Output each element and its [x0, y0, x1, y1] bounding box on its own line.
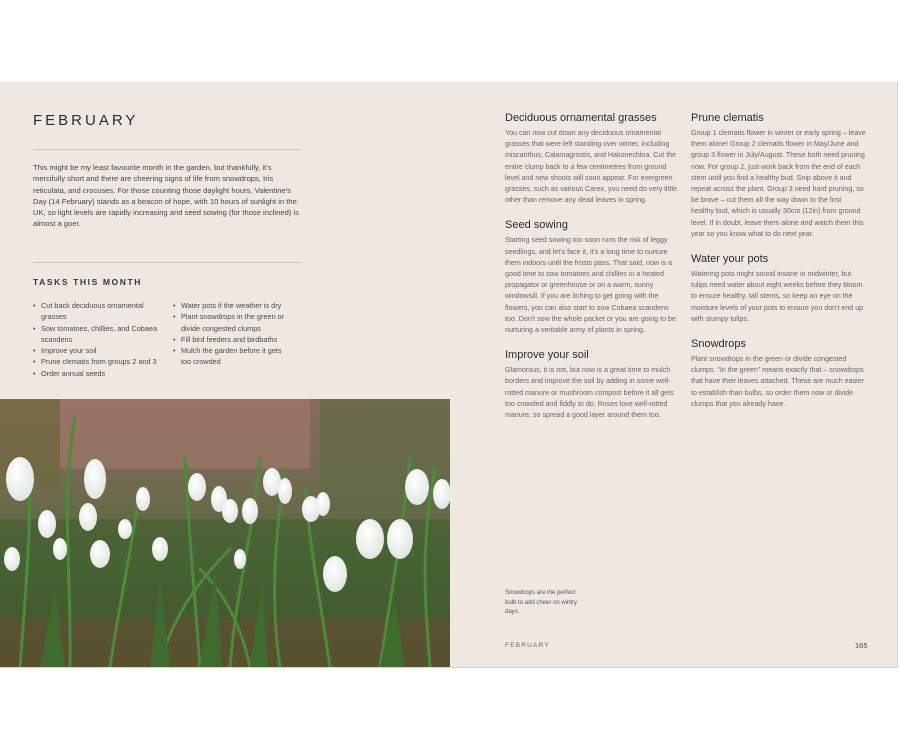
section-body: You can now cut down any deciduous ornamental grasses that were left standing over winter, including miscanthus, Calamagrostis, and Hakonechloa. Cut the entire clump back to a few centimetres from ground level and new shoots will soon appear. For evergreen grasses, such as various Carex, you need do very little other than remove any dead leaves in spring. [505, 129, 677, 205]
divider [33, 262, 301, 263]
column-middle [505, 112, 680, 434]
task-item: • Cut back deciduous ornamental grasses [33, 300, 158, 323]
section-body: Group 1 clematis flower in winter or early spring – leave them alone! Group 2 clematis flower in May/June and group 3 flower in July/August. These both need pruning now. For group 2, just work back from the end of each stem until you find a healthy bud. Snip above it and repeat across the plant. Group 3 need hard pruning, so be brave – cut them all the way down to the first healthy bud, which is usually 30cm (12in) from ground level. If in doubt, leave them alone and watch them this year so you know what to do next year. [691, 129, 866, 238]
task-item: • Mulch the garden before it gets too crowded [173, 345, 288, 368]
tasks-heading: TASKS THIS MONTH [33, 277, 143, 287]
task-item: • Sow tomatoes, chillies, and Cobaea scandens [33, 323, 158, 346]
book-spread [0, 82, 898, 668]
section-title: Prune clematis [691, 112, 764, 124]
section-improve-soil [505, 349, 680, 421]
section-title: Deciduous ornamental grasses [505, 112, 657, 124]
task-item: • Order annual seeds [33, 368, 158, 379]
page-number: 165 [855, 641, 868, 650]
task-list-right [173, 300, 288, 368]
column-right [691, 112, 866, 423]
section-title: Improve your soil [505, 349, 589, 362]
section-snowdrops [691, 338, 866, 410]
section-title: Snowdrops [691, 338, 747, 351]
task-item: • Plant snowdrops in the green or divide congested clumps [173, 311, 288, 334]
running-footer: FEBRUARY [505, 642, 550, 649]
section-body: Plant snowdrops in the green or divide congested clumps. "In the green" means exactly that – snowdrops that have their leaves attached. These are much easier to establish than bulbs, so order them now or divide clumps that you already have. [691, 355, 864, 408]
section-body: Watering pots might sound insane in midwinter, but tulips need water about eight weeks before they bloom to ensure healthy, tall stems, so keep an eye on the moisture levels of your pots to ensure you don't end up with stumpy tulips. [691, 270, 864, 323]
section-seed-sowing [505, 219, 680, 336]
section-title: Water your pots [691, 253, 769, 266]
task-item: • Water pots if the weather is dry [173, 300, 288, 311]
month-title: FEBRUARY [33, 112, 139, 129]
section-title: Seed sowing [505, 219, 568, 232]
section-body: Starting seed sowing too soon runs the risk of leggy seedlings, and let's face it, it's a long time to nurture them indoors until the frosts pass. That said, now is a good time to sow tomatoes and chillies in a heated propagator or greenhouse or on a warm, sunny windowsill. If you are itching to get going with the flowers, you can also start to sow Cobaea scandens too. Don't sow the whole packet or you are going to be nurturing a veritable army of plants in spring. [505, 236, 676, 335]
section-prune-clematis [691, 112, 866, 240]
task-item: • Prune clematis from groups 2 and 3 [33, 356, 158, 367]
photo-caption: Snowdrops are the perfect bulb to add cheer on wintry days. [505, 590, 578, 615]
section-grasses [505, 112, 680, 206]
section-water-pots [691, 253, 866, 325]
task-item: • Improve your soil [33, 345, 158, 356]
snowdrops-photo [0, 399, 450, 667]
task-list-left [33, 300, 158, 379]
divider [33, 149, 301, 150]
task-item: • Fill bird feeders and birdbaths [173, 334, 288, 345]
intro-paragraph: This might be my least favourite month in the garden, but thankfully, it's mercifully short and there are cheering signs of life from snowdrops, Iris reticulata, and crocuses. For those counting those daylight hours, Valentine's Day (14 February) stands as a beacon of hope, with 10 hours of sunlight in the UK, so light levels are rapidly increasing and seed sowing (for those inclined) is almost a goer. [33, 163, 299, 229]
section-body: Glamorous, it is not, but now is a great time to mulch borders and improve the soil by adding in some well-rotted manure or mushroom compost before it all gets too crowded and fiddly to do. Roses love well-rotted manure, so spread a good layer around them too. [505, 366, 674, 420]
